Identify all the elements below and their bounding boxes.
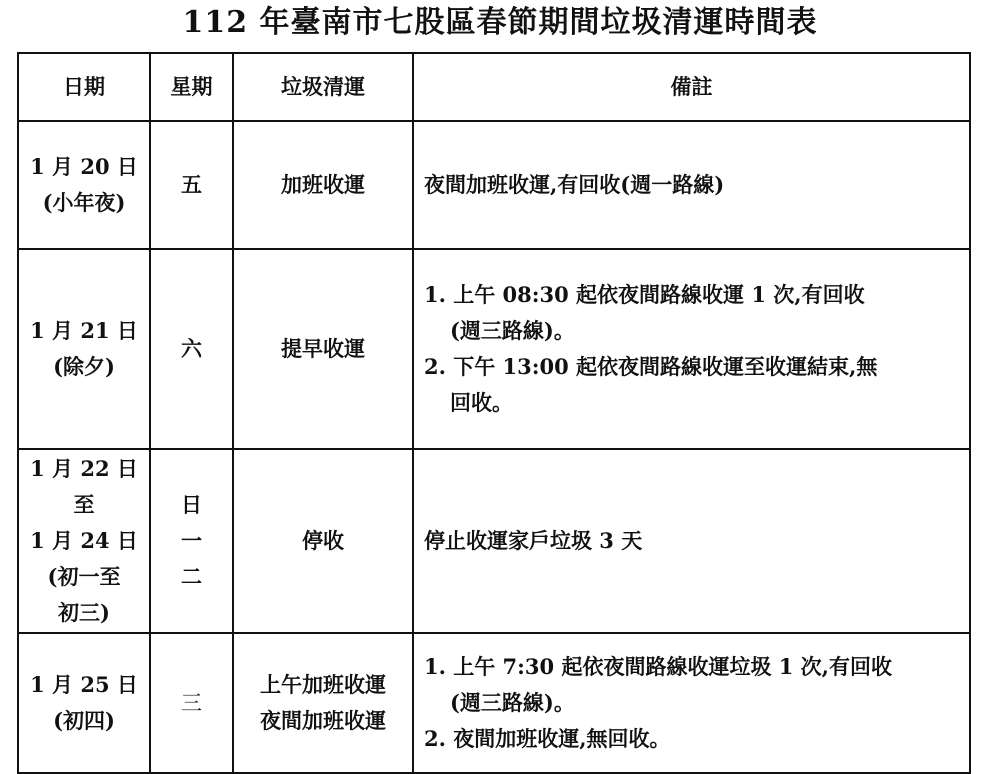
weekday-line: 三	[181, 691, 202, 715]
collection-line: 上午加班收運	[260, 672, 386, 697]
remark-line: 停止收運家戶垃圾 3 天	[424, 528, 643, 553]
header-row	[18, 53, 970, 121]
weekday-cell	[150, 121, 233, 249]
document-title: 112 年臺南市七股區春節期間垃圾清運時間表	[182, 5, 818, 40]
date-line: 至	[73, 492, 95, 517]
collection-line: 停收	[302, 528, 344, 553]
remarks-cell	[413, 249, 970, 449]
schedule-table	[17, 52, 971, 774]
weekday-line: 五	[181, 172, 202, 197]
weekday-cell	[150, 449, 233, 633]
table-row	[18, 249, 970, 449]
collection-line: 夜間加班收運	[260, 708, 386, 733]
weekday-cell	[150, 249, 233, 449]
date-line: (除夕)	[53, 354, 115, 379]
remarks-cell	[413, 121, 970, 249]
collection-cell	[233, 633, 413, 773]
header-weekday: 星期	[150, 53, 233, 121]
weekday-line: 日	[181, 492, 202, 517]
weekday-line: 一	[181, 528, 202, 553]
weekday-line: 二	[181, 564, 202, 589]
date-cell	[18, 249, 150, 449]
remark-line: 2. 下午 13:00 起依夜間路線收運至收運結束,無	[424, 354, 878, 379]
table-row	[18, 121, 970, 249]
date-line: 1 月 20 日	[30, 154, 138, 179]
date-line: 初三)	[58, 600, 110, 625]
table-row	[18, 633, 970, 773]
date-cell	[18, 121, 150, 249]
collection-cell	[233, 249, 413, 449]
table-row	[18, 449, 970, 633]
header-date: 日期	[18, 53, 150, 121]
date-line: (初一至	[47, 564, 121, 589]
date-cell	[18, 633, 150, 773]
date-line: 1 月 21 日	[30, 318, 138, 343]
collection-line: 加班收運	[281, 172, 365, 197]
remarks-cell	[413, 633, 970, 773]
weekday-cell	[150, 633, 233, 773]
date-line: 1 月 22 日	[30, 456, 138, 481]
date-line: (初四)	[53, 708, 115, 733]
remark-line: 1. 上午 7:30 起依夜間路線收運垃圾 1 次,有回收	[424, 654, 892, 679]
remark-continuation: (週三路線)。	[450, 690, 575, 715]
remark-line: 夜間加班收運,有回收(週一路線)	[424, 172, 725, 197]
date-cell	[18, 449, 150, 633]
remark-line: 2. 夜間加班收運,無回收。	[424, 726, 671, 751]
weekday-line: 六	[181, 336, 202, 361]
header-collection: 垃圾清運	[233, 53, 413, 121]
remark-continuation: 回收。	[450, 390, 513, 415]
remark-line: 1. 上午 08:30 起依夜間路線收運 1 次,有回收	[424, 282, 865, 307]
collection-line: 提早收運	[281, 336, 365, 361]
header-remarks: 備註	[413, 53, 970, 121]
remark-continuation: (週三路線)。	[450, 318, 575, 343]
date-line: (小年夜)	[42, 190, 126, 215]
collection-cell	[233, 121, 413, 249]
collection-cell	[233, 449, 413, 633]
remarks-cell	[413, 449, 970, 633]
date-line: 1 月 24 日	[30, 528, 138, 553]
date-line: 1 月 25 日	[30, 672, 138, 697]
